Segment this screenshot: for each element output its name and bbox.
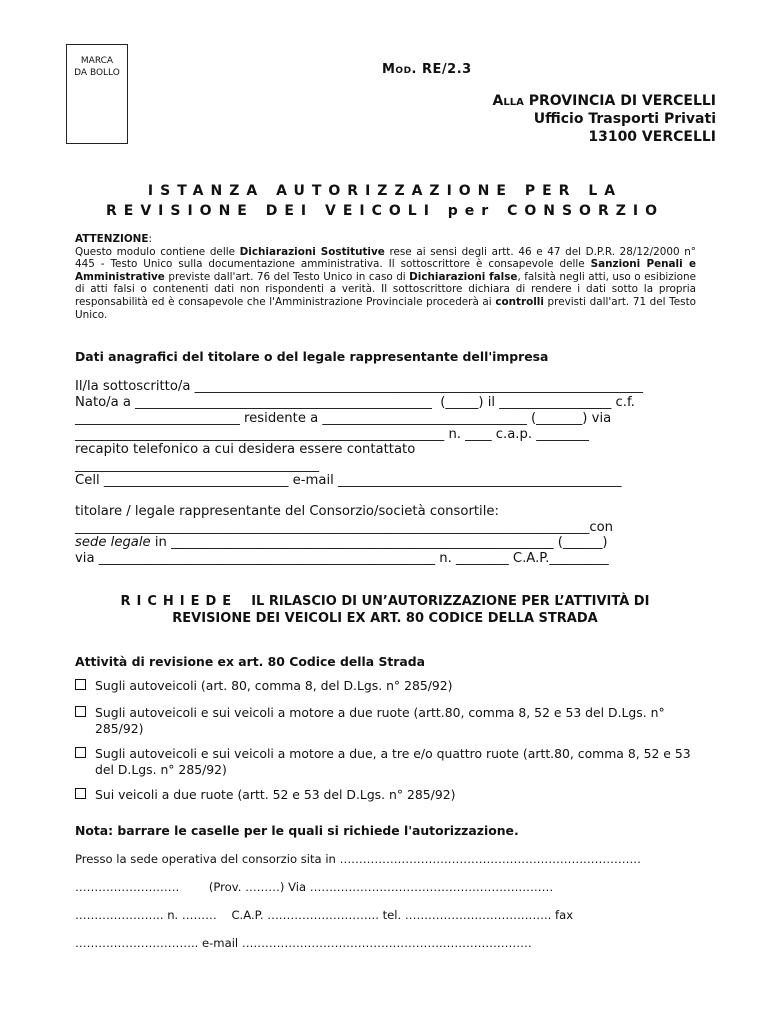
warning-text: , falsità negli atti, uso o esibizione di atti falsi o contenenti dati non rispondenti a verità. Il sottoscrittore dichiara di rendere i dati sotto la propria responsabilità ed è consapevole che l'Amministrazione Provinciale procederà ai [75,270,696,308]
address-city: 13100 VERCELLI [588,129,716,145]
option-due-tre-quattro-ruote[interactable] [75,746,700,778]
note-text: Nota: barrare le caselle per le quali si richiede l'autorizzazione. [75,823,519,838]
option-label: Sugli autoveicoli e sui veicoli a motore a due ruote (artt.80, comma 8, 52 e 53 del D.Lgs. n° 285/92) [95,705,665,736]
warning-bold: controlli [495,295,544,308]
option-autoveicoli[interactable] [75,678,700,694]
form-model-code: Mod. RE/2.3 [382,62,472,77]
recipient-address [493,92,717,146]
revenue-stamp-box [66,44,128,144]
field-line-residence[interactable]: _________________________ residente a _______________________________ (_______) via [75,411,612,426]
request-line1: IL RILASCIO DI UN’AUTORIZZAZIONE PER L’ATTIVITÀ DI [251,594,650,609]
checkbox[interactable] [75,747,86,758]
sede-line-1[interactable]: Presso la sede operativa del consorzio sita in …………………………………………………………………… [75,852,642,866]
field-line-consortium[interactable]: ______________________________________________________________________________con [75,520,613,535]
field-line-cell-email[interactable]: Cell ____________________________ e-mail ___________________________________________ [75,473,622,488]
field-label-consortium: titolare / legale rappresentante del Consorzio/società consortile: [75,504,499,519]
field-line-street[interactable]: via ___________________________________________________ n. ________ C.A.P._________ [75,551,609,566]
option-label: Sugli autoveicoli (art. 80, comma 8, del D.Lgs. n° 285/92) [95,678,453,693]
checkbox[interactable] [75,788,86,799]
field-label-phone: recapito telefonico a cui desidera essere contattato [75,442,416,457]
sede-line-4[interactable]: ………………………….. e-mail ………………………………………………………………… [75,936,532,950]
option-label: Sugli autoveicoli e sui veicoli a motore a due, a tre e/o quattro ruote (artt.80, comma 8, 52 e 53 del D.Lgs. n° 285/92) [95,746,691,777]
stamp-label-line2: DA BOLLO [74,68,120,78]
section-heading-activity: Attività di revisione ex art. 80 Codice della Strada [75,654,426,669]
warning-text: previste dall'art. 76 del Testo Unico in caso di [164,270,410,283]
address-prefix: Alla [492,93,524,109]
legal-seat-blank: in __________________________________________________________ (______) [150,535,608,550]
warning-bold: Sanzioni Penali e Amministrative [75,258,696,283]
warning-bold: Dichiarazioni false [409,270,518,283]
address-entity: PROVINCIA DI VERCELLI [528,93,716,109]
request-line2: REVISIONE DEI VEICOLI EX ART. 80 CODICE DELLA STRADA [172,611,598,626]
legal-seat-label: sede legale [75,535,151,550]
title-line2: REVISIONE DEI VEICOLI per CONSORZIO [105,203,664,219]
field-line-name[interactable]: Il/la sottoscritto/a ____________________________________________________________________ [75,379,643,394]
checkbox[interactable] [75,679,86,690]
title-line1: ISTANZA AUTORIZZAZIONE PER LA [147,183,623,199]
warning-text: previsti dall'art. 71 del Testo Unico. [75,295,696,321]
request-word: RICHIEDE [120,594,238,609]
document-title [60,181,710,221]
option-due-ruote[interactable] [75,787,700,803]
warning-block: ATTENZIONE: Questo modulo contiene delle Dichiarazioni Sostitutive rese ai sensi degli artt. 46 e 47 del D.P.R. 28/12/2000 n° 445 - Testo Unico sulla documentazione amministrativa. Il sottoscrittore è consapevole delle Sanzioni Penali e Amministrative previste dall'art. 76 del Testo Unico in caso di Dichiarazioni false, falsità negli atti, uso o esibizione di atti falsi o contenenti dati non rispondenti a verità. Il sottoscrittore dichiara di rendere i dati sotto la propria responsabilità ed è consapevole che l'Amministrazione Provinciale procederà ai controlli previsti dall'art. 71 del Testo Unico. [75,233,696,321]
request-heading [60,593,710,627]
warning-text: rese ai sensi degli artt. 46 e 47 del D.P.R. 28/12/2000 n° 445 - Testo Unico sulla documentazione amministrativa. Il sottoscrittore è consapevole delle [75,245,696,271]
field-line-birth[interactable]: Nato/a a _____________________________________________ (_____) il _________________ c.f. [75,395,635,410]
field-line-legal-seat[interactable] [75,535,608,551]
address-office: Ufficio Trasporti Privati [533,111,716,127]
warning-heading: ATTENZIONE [75,233,149,245]
sede-line-2[interactable]: ……………………… (Prov. ………) Via ……………………………………………………… [75,880,554,894]
field-line-phone[interactable]: _____________________________________ [75,458,319,473]
checkbox[interactable] [75,706,86,717]
option-autoveicoli-due-ruote[interactable] [75,705,700,737]
stamp-label-line1: MARCA [80,56,114,66]
option-label: Sui veicoli a due ruote (artt. 52 e 53 del D.Lgs. n° 285/92) [95,787,456,802]
section-heading-personal-data: Dati anagrafici del titolare o del legale rappresentante dell'impresa [75,349,549,364]
sede-line-3[interactable]: ………………….. n. ……… C.A.P. ……………………….. tel. ……………………………….. fax [75,908,574,922]
warning-text: Questo modulo contiene delle [75,245,240,258]
field-line-address[interactable]: ________________________________________________________ n. ____ c.a.p. ________ [75,427,589,442]
warning-bold: Dichiarazioni Sostitutive [239,245,385,258]
